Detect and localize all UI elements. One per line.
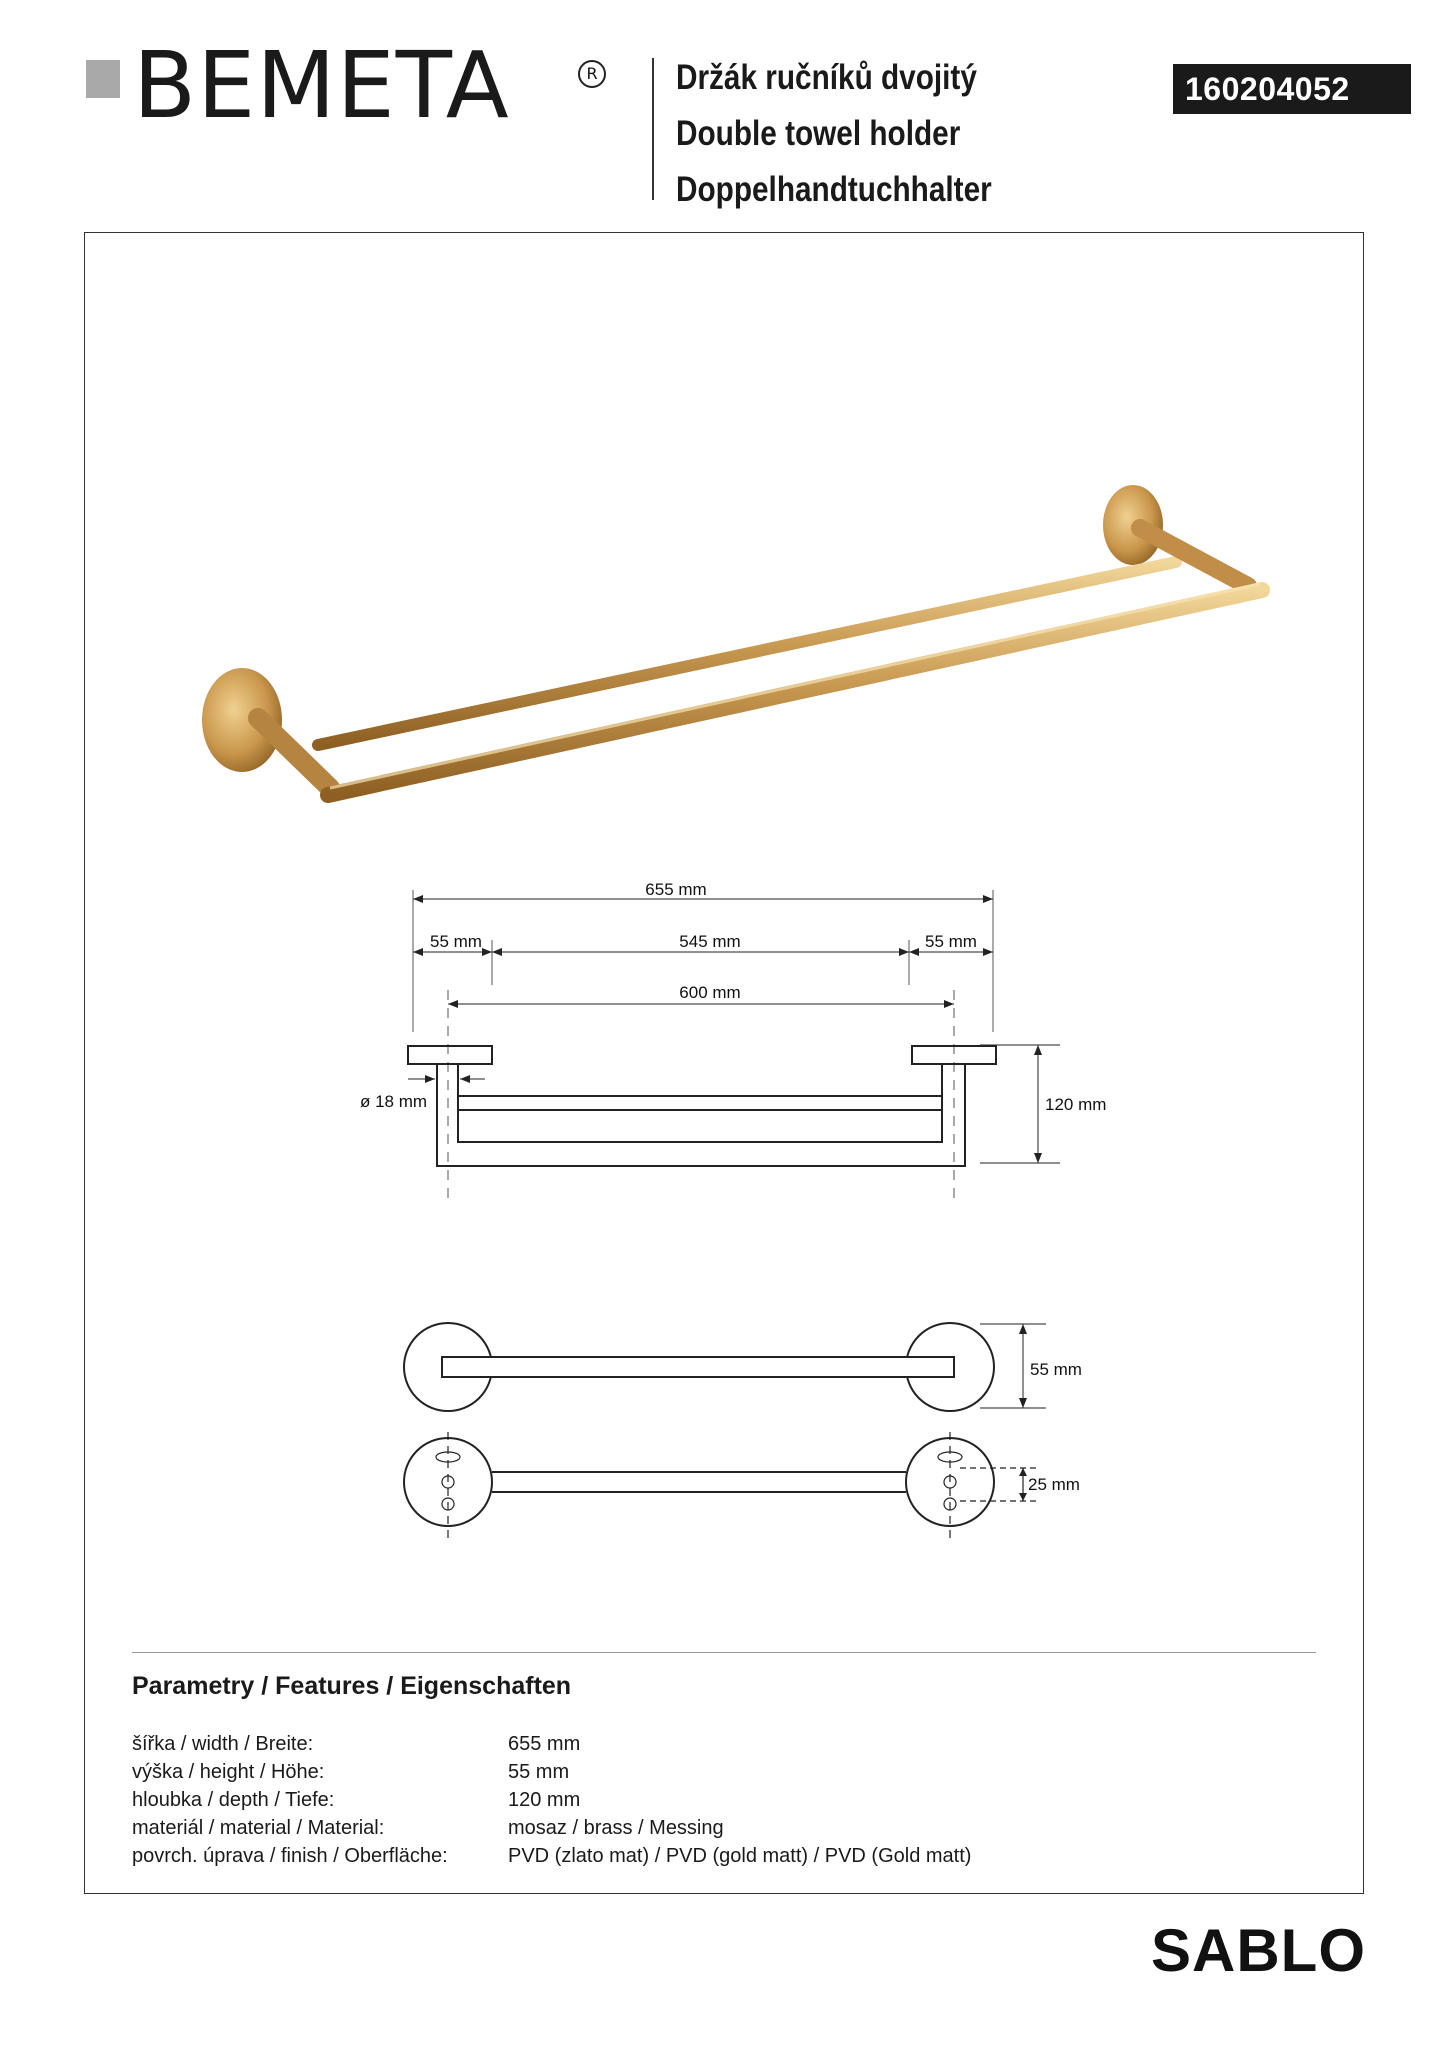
product-code: 160204052	[1173, 64, 1411, 114]
dim-right: 55 mm	[925, 932, 977, 951]
feature-value: 55 mm	[508, 1761, 570, 1783]
feature-label: výška / height / Höhe:	[132, 1761, 325, 1783]
feature-row	[132, 1758, 971, 1786]
dim-hole: 25 mm	[1028, 1475, 1080, 1494]
features-divider	[132, 1652, 1316, 1653]
feature-row	[132, 1814, 971, 1842]
dim-span: 600 mm	[679, 983, 741, 1002]
brand-logo: BEMETA	[133, 32, 510, 139]
feature-row	[132, 1842, 971, 1870]
right-arm	[1140, 528, 1248, 586]
feature-value: 120 mm	[508, 1789, 581, 1811]
feature-label: povrch. úprava / finish / Oberfläche:	[132, 1845, 448, 1867]
features-title: Parametry / Features / Eigenschaften	[132, 1672, 572, 1700]
feature-value: PVD (zlato mat) / PVD (gold matt) / PVD (Gold matt)	[508, 1845, 972, 1867]
feature-value: mosaz / brass / Messing	[508, 1817, 724, 1839]
dim-middle: 545 mm	[679, 932, 741, 951]
feature-label: hloubka / depth / Tiefe:	[132, 1789, 335, 1811]
series-name: SABLO	[1151, 1917, 1366, 1984]
back-bar	[318, 562, 1176, 745]
feature-value: 655 mm	[508, 1733, 581, 1755]
registered-mark: R	[578, 60, 606, 88]
feature-row	[132, 1786, 971, 1814]
dim-height: 55 mm	[1030, 1360, 1082, 1379]
feature-label: materiál / material / Material:	[132, 1817, 385, 1839]
front-bar	[328, 590, 1262, 795]
feature-row	[132, 1730, 971, 1758]
dim-left: 55 mm	[430, 932, 482, 951]
title-cz: Držák ručníků dvojitý	[676, 58, 977, 97]
dim-depth: 120 mm	[1045, 1095, 1107, 1114]
title-en: Double towel holder	[676, 114, 961, 153]
title-de: Doppelhandtuchhalter	[676, 170, 992, 209]
dim-total: 655 mm	[645, 880, 707, 899]
dim-tube: ø 18 mm	[360, 1092, 428, 1111]
product-illustration	[202, 485, 1262, 795]
feature-label: šířka / width / Breite:	[132, 1733, 314, 1755]
top-view-drawing	[404, 1323, 1046, 1538]
features-table	[132, 1730, 971, 1870]
